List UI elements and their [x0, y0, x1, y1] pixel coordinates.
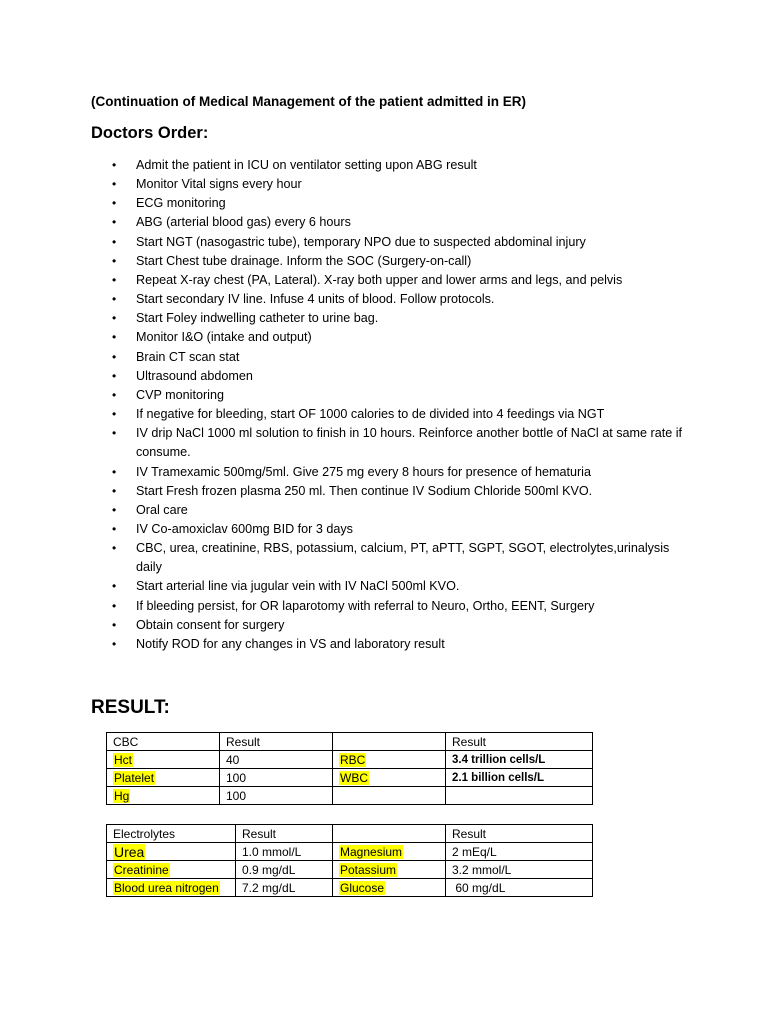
table-cell — [333, 787, 446, 805]
table-header-row — [107, 733, 593, 751]
bullet-icon: • — [112, 196, 117, 211]
order-item: • Monitor I&O (intake and output) — [112, 328, 692, 347]
bullet-icon: • — [112, 292, 117, 307]
test-name-highlight: Urea — [114, 843, 145, 860]
bullet-icon: • — [112, 311, 117, 326]
table-row — [107, 843, 593, 861]
table-cell: 60 mg/dL — [446, 879, 593, 897]
bullet-icon: • — [112, 387, 117, 402]
bullet-icon: • — [112, 502, 117, 517]
order-item: • If negative for bleeding, start OF 1000 calories to de divided into 4 feedings via NGT — [112, 405, 692, 424]
bullet-icon: • — [112, 617, 117, 632]
bullet-icon: • — [112, 579, 117, 594]
doctors-order-list — [112, 156, 692, 654]
bullet-icon: • — [112, 464, 117, 479]
result-heading: RESULT: — [91, 697, 170, 718]
table-cell: 2 mEq/L — [446, 843, 593, 861]
doctors-order-heading: Doctors Order: — [91, 124, 209, 142]
bullet-icon: • — [112, 330, 117, 345]
order-item: • IV Tramexamic 500mg/5ml. Give 275 mg every 8 hours for presence of hematuria — [112, 463, 692, 482]
table-header-cell — [333, 733, 446, 751]
order-item: • Start arterial line via jugular vein with IV NaCl 500ml KVO. — [112, 577, 692, 596]
table-header-cell: Result — [446, 825, 593, 843]
bullet-icon: • — [112, 177, 117, 192]
order-item: • Start Fresh frozen plasma 250 ml. Then continue IV Sodium Chloride 500ml KVO. — [112, 482, 692, 501]
table-row — [107, 861, 593, 879]
order-item: • Monitor Vital signs every hour — [112, 175, 692, 194]
order-item: • Start secondary IV line. Infuse 4 units of blood. Follow protocols. — [112, 290, 692, 309]
table-row — [107, 769, 593, 787]
test-name-highlight: Potassium — [340, 862, 397, 877]
order-item: • Start NGT (nasogastric tube), temporary NPO due to suspected abdominal injury — [112, 233, 692, 252]
test-name-highlight: Glucose — [340, 880, 385, 895]
table-header-row — [107, 825, 593, 843]
test-name-highlight: Magnesium — [340, 844, 403, 859]
bullet-icon: • — [112, 368, 117, 383]
table-cell: 7.2 mg/dL — [236, 879, 333, 897]
order-item: • IV drip NaCl 1000 ml solution to finish in 10 hours. Reinforce another bottle of NaCl at same rate if consume. — [112, 426, 683, 460]
order-item: • ECG monitoring — [112, 194, 692, 213]
order-item: • If bleeding persist, for OR laparotomy with referral to Neuro, Ortho, EENT, Surgery — [112, 597, 692, 616]
test-name-highlight: WBC — [340, 770, 368, 785]
bullet-icon: • — [112, 598, 117, 613]
table-row — [107, 751, 593, 769]
order-item: • CBC, urea, creatinine, RBS, potassium, calcium, PT, aPTT, SGPT, SGOT, electrolytes,urinalysis daily — [112, 541, 670, 575]
order-item: • Oral care — [112, 501, 692, 520]
test-name-highlight: Hct — [114, 752, 132, 767]
table-cell: 0.9 mg/dL — [236, 861, 333, 879]
table-header-cell: Result — [236, 825, 333, 843]
table-cell: 100 — [220, 787, 333, 805]
test-name-highlight: Blood urea nitrogen — [114, 880, 219, 895]
table-cell: 2.1 billion cells/L — [446, 769, 593, 787]
bullet-icon: • — [112, 521, 117, 536]
bullet-icon: • — [112, 541, 117, 556]
order-item: • Notify ROD for any changes in VS and laboratory result — [112, 635, 692, 654]
table-header-cell — [333, 825, 446, 843]
table-row — [107, 787, 593, 805]
order-item: • Repeat X-ray chest (PA, Lateral). X-ray both upper and lower arms and legs, and pelvis — [112, 271, 692, 290]
bullet-icon: • — [112, 407, 117, 422]
test-name-highlight: Creatinine — [114, 862, 169, 877]
cbc-table — [106, 732, 593, 805]
order-item: • CVP monitoring — [112, 386, 692, 405]
order-item: • Brain CT scan stat — [112, 348, 692, 367]
test-name-highlight: RBC — [340, 752, 366, 767]
table-cell: 40 — [220, 751, 333, 769]
bullet-icon: • — [112, 253, 117, 268]
table-cell: 1.0 mmol/L — [236, 843, 333, 861]
table-header-cell: Result — [446, 733, 593, 751]
order-item: • ABG (arterial blood gas) every 6 hours — [112, 213, 692, 232]
bullet-icon: • — [112, 272, 117, 287]
test-name-highlight: Hg — [114, 788, 130, 803]
bullet-icon: • — [112, 483, 117, 498]
bullet-icon: • — [112, 234, 117, 249]
table-header-cell: Result — [220, 733, 333, 751]
order-item: • Ultrasound abdomen — [112, 367, 692, 386]
table-cell — [446, 787, 593, 805]
order-item: • Admit the patient in ICU on ventilator setting upon ABG result — [112, 156, 692, 175]
table-cell: 3.4 trillion cells/L — [446, 751, 593, 769]
order-item: • Start Chest tube drainage. Inform the SOC (Surgery-on-call) — [112, 252, 692, 271]
table-row — [107, 879, 593, 897]
bullet-icon: • — [112, 349, 117, 364]
order-item: • Obtain consent for surgery — [112, 616, 692, 635]
bullet-icon: • — [112, 426, 117, 441]
document-subtitle: (Continuation of Medical Management of the patient admitted in ER) — [91, 94, 526, 109]
bullet-icon: • — [112, 158, 117, 172]
table-cell: 100 — [220, 769, 333, 787]
order-item: • IV Co-amoxiclav 600mg BID for 3 days — [112, 520, 692, 539]
table-cell: 3.2 mmol/L — [446, 861, 593, 879]
test-name-highlight: Platelet — [114, 770, 155, 785]
table-header-cell: Electrolytes — [107, 825, 236, 843]
bullet-icon: • — [112, 215, 117, 230]
bullet-icon: • — [112, 636, 117, 651]
order-item: • Start Foley indwelling catheter to urine bag. — [112, 309, 692, 328]
table-header-cell: CBC — [107, 733, 220, 751]
electrolytes-table — [106, 824, 593, 897]
